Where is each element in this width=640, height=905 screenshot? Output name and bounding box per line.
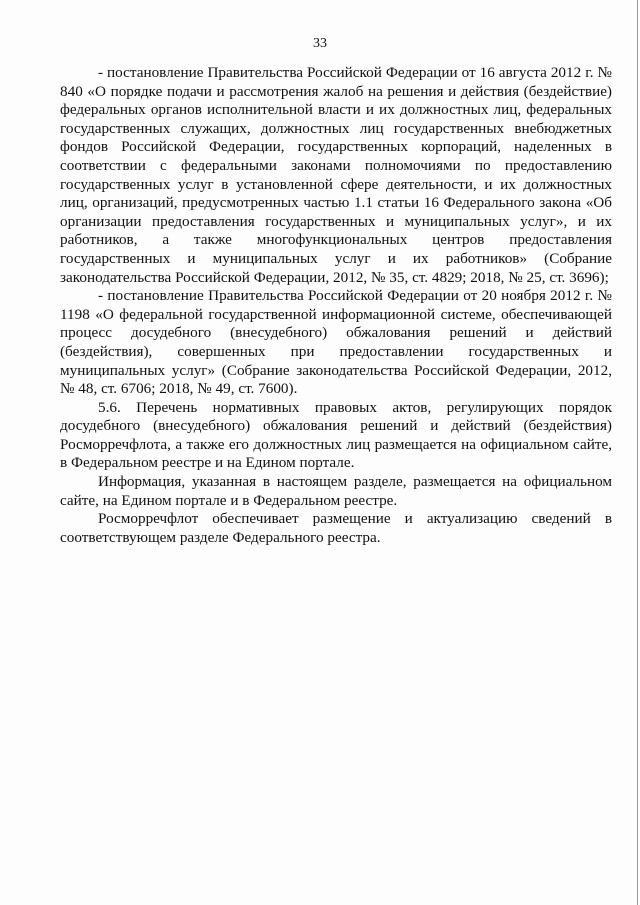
paragraph-registry-update: Росморречфлот обеспечивает размещение и актуализацию сведений в соответствующем разделе Федерального реестра.: [60, 510, 612, 546]
page-number: 33: [313, 36, 327, 51]
document-body: [60, 64, 612, 547]
scan-edge-line: [637, 0, 638, 905]
paragraph-section-5-6: 5.6. Перечень нормативных правовых актов, регулирующих порядок досудебного (внесудебного) обжалования решений и действий (бездействия) Росморречфлота, а также его должностных лиц размещается на официальном сайте, в Федеральном реестре и на Едином портале.: [60, 398, 612, 472]
paragraph-decree-840: - постановление Правительства Российской Федерации от 16 августа 2012 г. № 840 «О порядке подачи и рассмотрения жалоб на решения и действия (бездействие) федеральных органов исполнительной власти и их должностных лиц, федеральных государственных служащих, должностных лиц государственных внебюджетных фондов Российской Федерации, государственных корпораций, наделенных в соответствии с федеральными законами полномочиями по предоставлению государственных услуг в установленной сфере деятельности, и их должностных лиц, организаций, предусмотренных частью 1.1 статьи 16 Федерального закона «Об организации предоставления государственных и муниципальных услуг», и их работников, а также многофункциональных центров предоставления государственных и муниципальных услуг и их работников» (Собрание законодательства Российской Федерации, 2012, № 35, ст. 4829; 2018, № 25, ст. 3696);: [60, 64, 612, 286]
paragraph-information-placement: Информация, указанная в настоящем разделе, размещается на официальном сайте, на Едином портале и в Федеральном реестре.: [60, 473, 612, 509]
paragraph-decree-1198: - постановление Правительства Российской Федерации от 20 ноября 2012 г. № 1198 «О федеральной государственной информационной системе, обеспечивающей процесс досудебного (внесудебного) обжалования решений и действий (бездействия), совершенных при предоставлении государственных и муниципальных услуг» (Собрание законодательства Российской Федерации, 2012, № 48, ст. 6706; 2018, № 49, ст. 7600).: [60, 287, 612, 398]
